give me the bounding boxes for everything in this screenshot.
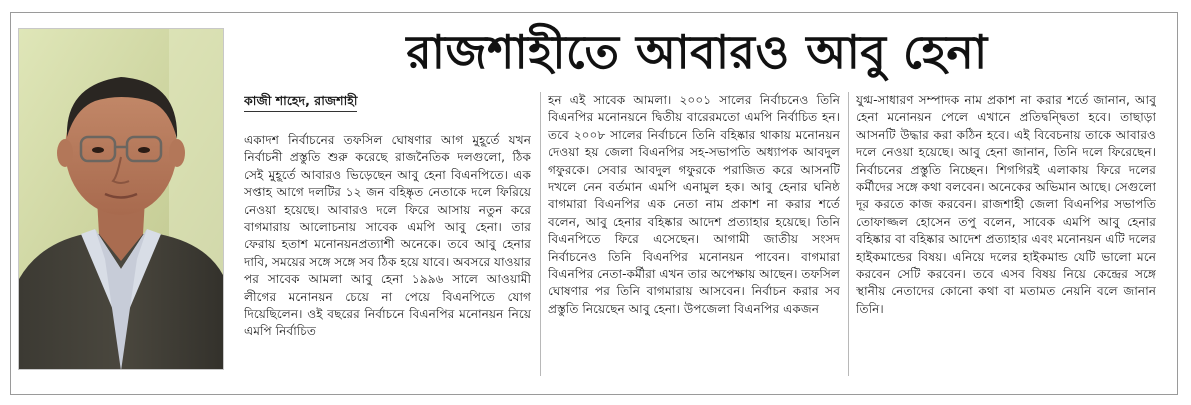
column-divider <box>848 92 849 376</box>
article-column-1-text: একাদশ নির্বাচনের তফসিল ঘোষণার আগ মুহূর্তে যখন নির্বাচনী প্রস্তুতি শুরু করেছে রাজনৈতিক দলগুলো, ঠিক সেই মুহূর্তে আবারও ভিড়েছেন আবু হেনা বিএনপিতে। এক সপ্তাহ আগে দলটির ১২ জন বহিষ্কৃত নেতাকে দলে ফিরিয়ে নেওয়া হয়েছে। আবারও দলে ফিরে আসায় নতুন করে বাগমারায় আলোচনায় সাবেক এমপি আবু হেনা। তার ফেরায় হতাশ মনোনয়নপ্রত্যাশী অনেকে। তবে আবু হেনার দাবি, সময়ের সঙ্গে সঙ্গে সব ঠিক হয়ে যাবে। অবসরে যাওয়ার পর সাবেক আমলা আবু হেনা ১৯৯৬ সালে আওয়ামী লীগের মনোনয়ন চেয়ে না পেয়ে বিএনপিতে যোগ দিয়েছিলেন। ওই বছরের নির্বাচনে বিএনপির মনোনয়ন নিয়ে এমপি নির্বাচিত <box>244 133 531 339</box>
column-divider <box>540 92 541 376</box>
article-column-3 <box>856 92 1156 378</box>
article-photo <box>18 28 224 370</box>
article-headline: রাজশাহীতে আবারও আবু হেনা <box>406 25 988 79</box>
article-column-3-text: যুগ্ম-সাধারণ সম্পাদক নাম প্রকাশ না করার শর্তে জানান, আবু হেনা মনোনয়ন পেলে এখানে প্রতিদ্বন্দ্বিতা হবে। তাছাড়া আসনটি উদ্ধার করা কঠিন হবে। এই বিবেচনায় তাকে আবারও দলে নেওয়া হয়েছে। আবু হেনা জানান, তিনি দলে ফিরেছেন। নির্বাচনের প্রস্তুতি নিচ্ছেন। শিগগিরই এলাকায় ফিরে দলের কর্মীদের সঙ্গে কথা বলবেন। অনেকের অভিমান আছে। সেগুলো দূর করতে কাজ করবেন। রাজশাহী জেলা বিএনপির সভাপতি তোফাজ্জল হোসেন তপু বলেন, সাবেক এমপি আবু হেনার বহিষ্কার বা বহিষ্কার আদেশ প্রত্যাহার এবং মনোনয়ন এটি দলের হাইকমান্ডের বিষয়। এনিয়ে দলের হাইকমান্ড যেটি ভালো মনে করবেন সেটি করবেন। তবে এসব বিষয় নিয়ে কেন্দ্রের সঙ্গে স্থানীয় নেতাদের কোনো কথা বা মতামত নেয়নি বলে জানান তিনি। <box>856 93 1156 316</box>
article-column-1 <box>244 92 531 378</box>
article-byline: কাজী শাহেদ, রাজশাহী <box>244 92 357 112</box>
article-column-2 <box>548 92 840 378</box>
article-column-2-text: হন এই সাবেক আমলা। ২০০১ সালের নির্বাচনেও তিনি বিএনপির মনোনয়নে দ্বিতীয় বারেরমতো এমপি নির্বাচিত হন। তবে ২০০৮ সালের নির্বাচনে তিনি বহিষ্কার থাকায় মনোনয়ন দেওয়া হয় জেলা বিএনপির সহ-সভাপতি অধ্যাপক আবদুল গফুরকে। সেবার আবদুল গফুরকে পরাজিত করে আসনটি দখলে নেন বর্তমান এমপি এনামুল হক। আবু হেনার ঘনিষ্ঠ বাগমারা বিএনপির এক নেতা নাম প্রকাশ না করার শর্তে বলেন, আবু হেনার বহিষ্কার আদেশ প্রত্যাহার হয়েছে। তিনি বিএনপিতে ফিরে এসেছেন। আগামী জাতীয় সংসদ নির্বাচনেও তিনি বিএনপির মনোনয়ন পাবেন। বাগমারা বিএনপির নেতা-কর্মীরা এখন তার অপেক্ষায় আছেন। তফসিল ঘোষণার পর তিনি বাগমারায় আসবেন। নির্বাচন করার সব প্রস্তুতি নিয়েছেন আবু হেনা। উপজেলা বিএনপির একজন <box>548 93 840 316</box>
